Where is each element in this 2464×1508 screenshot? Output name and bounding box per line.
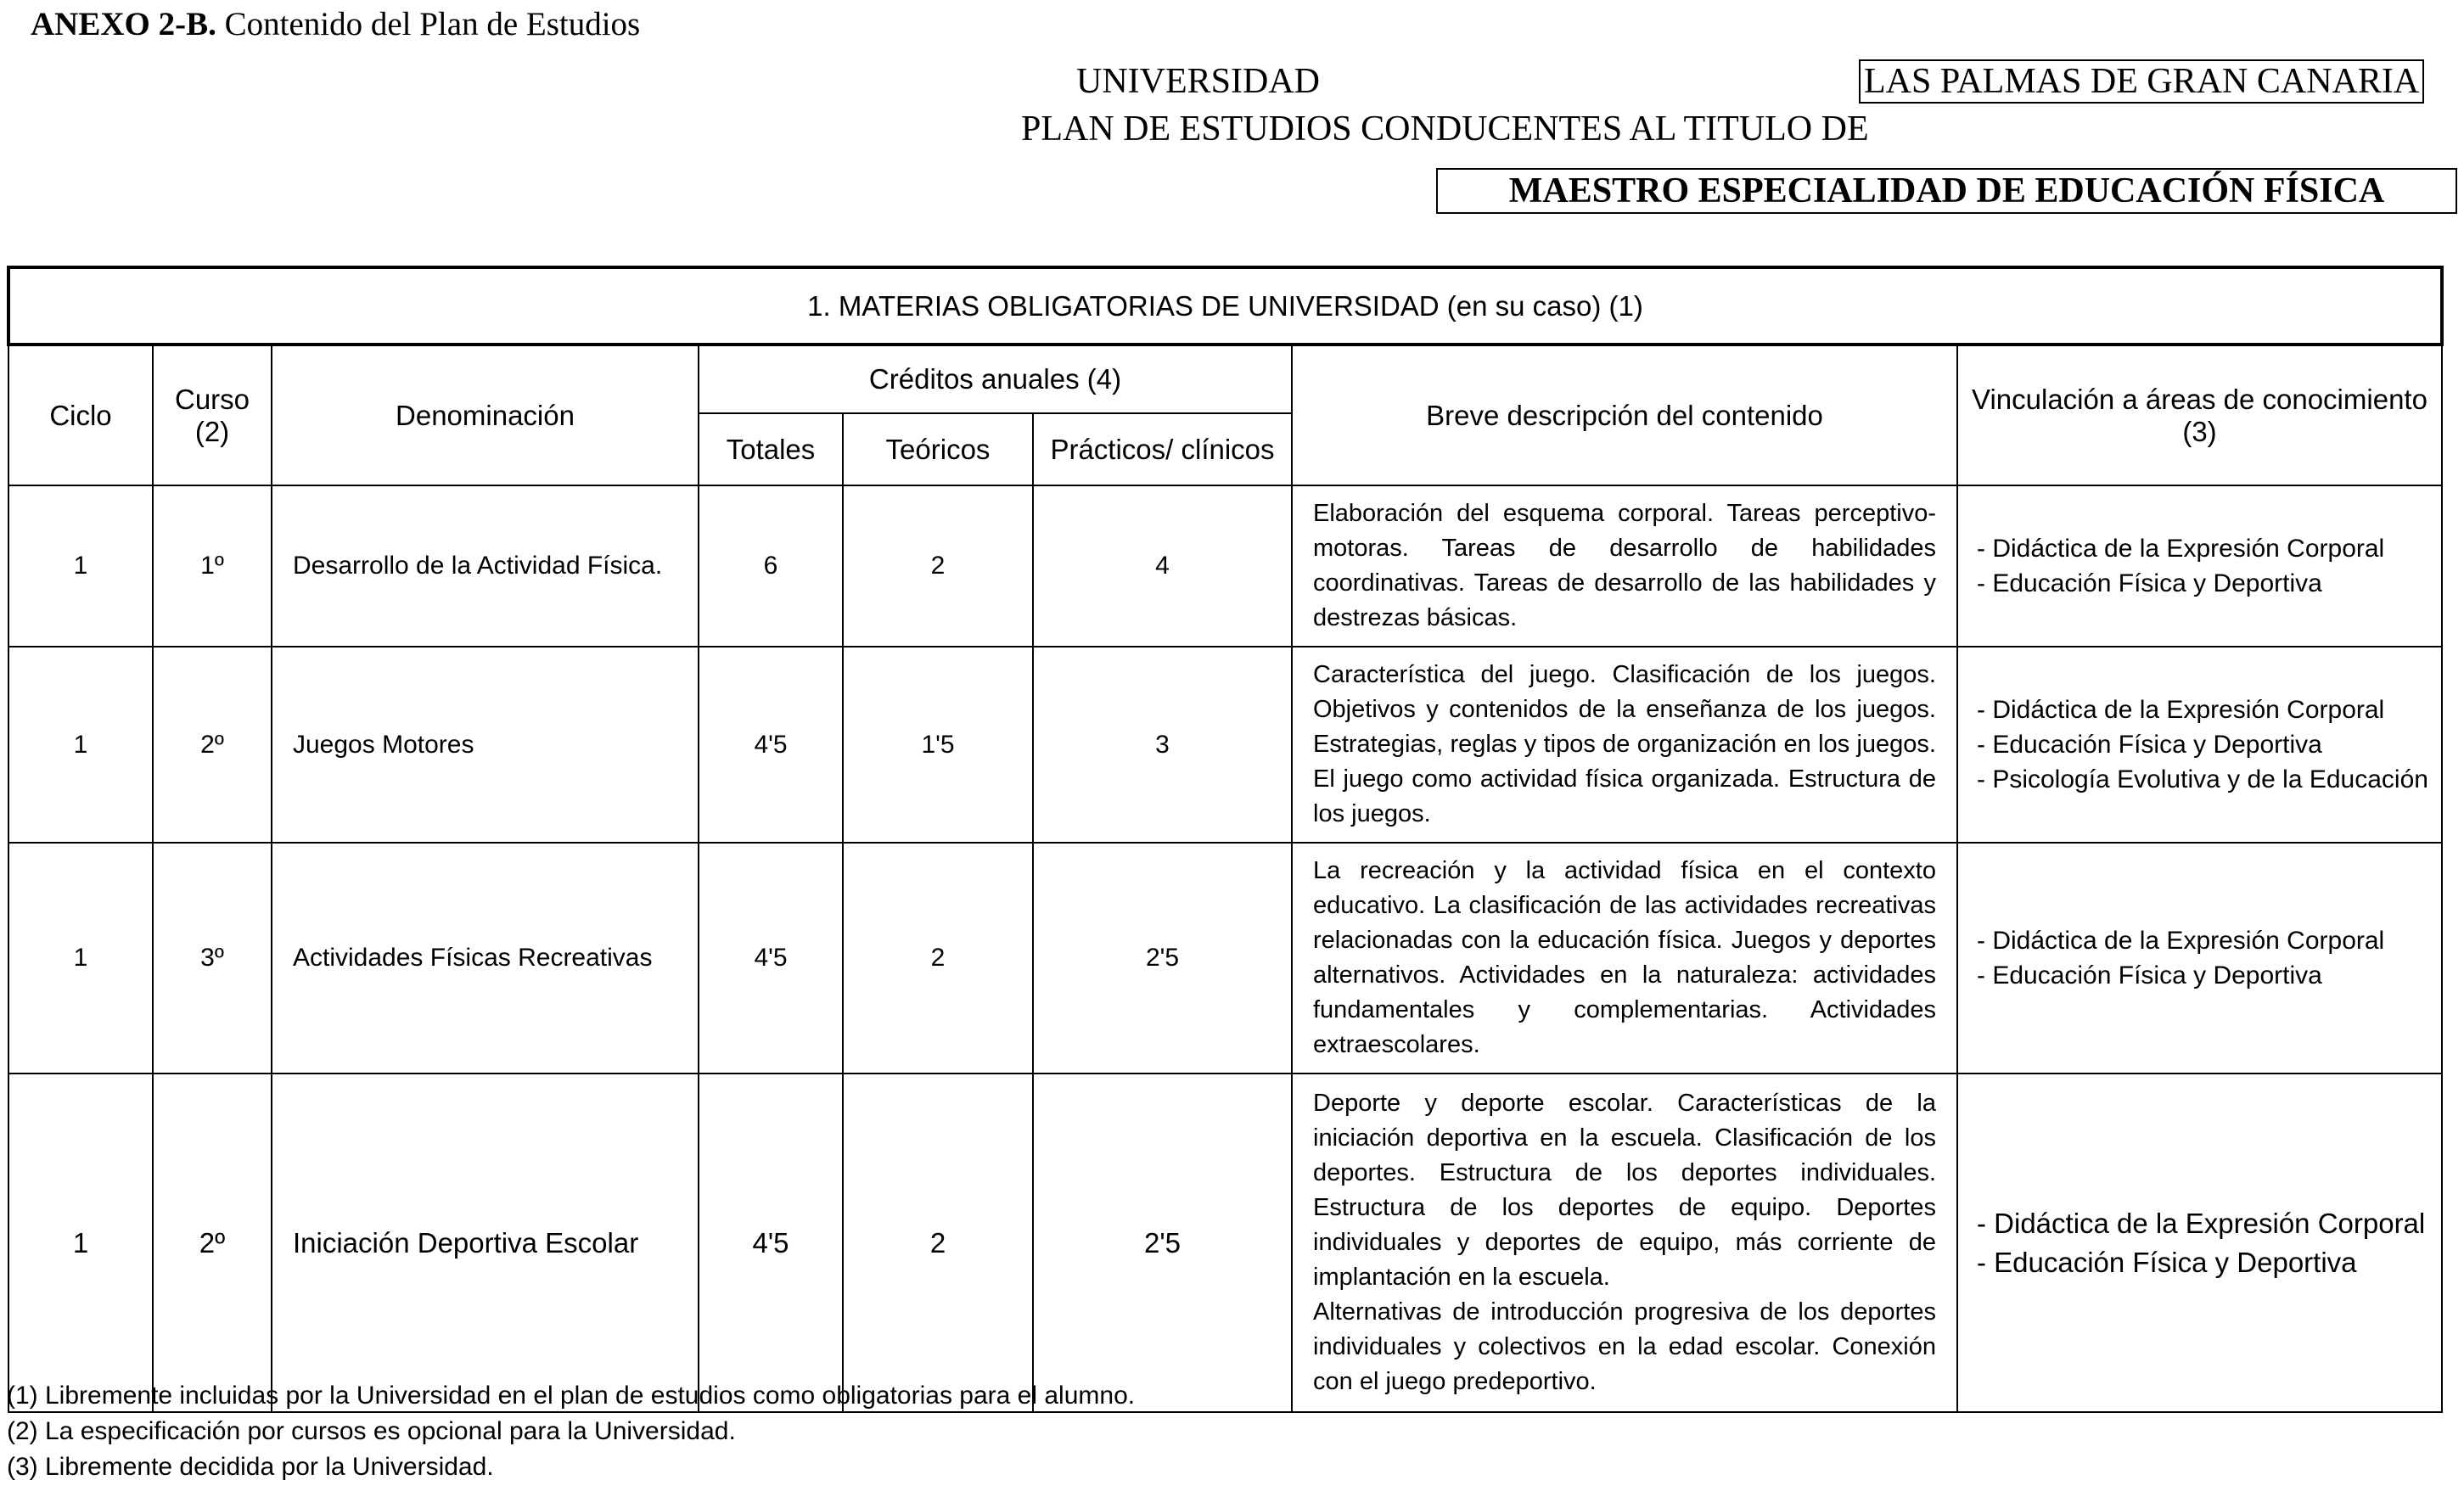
cell-denominacion: Iniciación Deportiva Escolar xyxy=(272,1074,699,1412)
cell-curso: 2º xyxy=(153,647,272,843)
annex-label: ANEXO 2-B. xyxy=(31,6,216,42)
plan-line: PLAN DE ESTUDIOS CONDUCENTES AL TITULO DE xyxy=(1021,109,1869,149)
cell-teoricos: 2 xyxy=(843,485,1033,647)
cell-descripcion: Característica del juego. Clasificación de los juegos. Objetivos y contenidos de la enseñanza de los juegos. Estrategias, reglas y tipos de organización en los juegos. El juego como actividad física organizada. Estructura de los juegos. xyxy=(1292,647,1957,843)
cell-denominacion: Actividades Físicas Recreativas xyxy=(272,843,699,1074)
cell-curso: 1º xyxy=(153,485,272,647)
annex-subtitle: Contenido del Plan de Estudios xyxy=(216,6,641,42)
cell-descripcion: La recreación y la actividad física en el contexto educativo. La clasificación de las actividades recreativas relacionadas con la educación física. Juegos y deportes alternativos. Actividades en la naturaleza: actividades fundamentales y complementarias. Actividades extraescolares. xyxy=(1292,843,1957,1074)
vinculacion-item: - Educación Física y Deportiva xyxy=(1977,961,2322,989)
vinculacion-item: - Didáctica de la Expresión Corporal xyxy=(1977,696,2385,724)
section-title: 1. MATERIAS OBLIGATORIAS DE UNIVERSIDAD (en su caso) (1) xyxy=(8,267,2442,345)
cell-descripcion: Elaboración del esquema corporal. Tareas perceptivo-motoras. Tareas de desarrollo de habilidades coordinativas. Tareas de desarrollo de las habilidades y destrezas básicas. xyxy=(1292,485,1957,647)
header-totales: Totales xyxy=(699,413,843,485)
vinculacion-item: - Didáctica de la Expresión Corporal xyxy=(1977,535,2385,563)
cell-vinculacion xyxy=(1957,843,2442,1074)
footnote: (3) Libremente decidida por la Universidad. xyxy=(7,1453,494,1481)
vinculacion-item: - Didáctica de la Expresión Corporal xyxy=(1977,927,2385,955)
degree-title: MAESTRO ESPECIALIDAD DE EDUCACIÓN FÍSICA xyxy=(1436,168,2457,214)
cell-practicos: 2'5 xyxy=(1033,1074,1292,1412)
header-denominacion: Denominación xyxy=(272,345,699,485)
header-ciclo: Ciclo xyxy=(8,345,153,485)
table-row xyxy=(8,1074,2442,1412)
table-row xyxy=(8,843,2442,1074)
header-vinculacion-line1: Vinculación a áreas de conocimiento xyxy=(1972,383,2428,415)
footnotes xyxy=(7,1378,1135,1485)
vinculacion-item: - Educación Física y Deportiva xyxy=(1977,569,2322,597)
descripcion-paragraph: Alternativas de introducción progresiva de los deportes individuales y colectivos en la edad escolar. Conexión con el juego predeportivo. xyxy=(1313,1298,1936,1395)
cell-teoricos: 1'5 xyxy=(843,647,1033,843)
cell-ciclo: 1 xyxy=(8,1074,153,1412)
cell-denominacion: Desarrollo de la Actividad Física. xyxy=(272,485,699,647)
cell-totales: 4'5 xyxy=(699,647,843,843)
cell-vinculacion xyxy=(1957,1074,2442,1412)
vinculacion-item: - Didáctica de la Expresión Corporal xyxy=(1977,1207,2426,1239)
cell-curso: 3º xyxy=(153,843,272,1074)
header-descripcion: Breve descripción del contenido xyxy=(1292,345,1957,485)
annex-heading xyxy=(31,5,640,43)
subjects-table xyxy=(7,266,2444,1413)
cell-ciclo: 1 xyxy=(8,647,153,843)
table-row xyxy=(8,485,2442,647)
vinculacion-item: - Educación Física y Deportiva xyxy=(1977,1246,2357,1278)
cell-teoricos: 2 xyxy=(843,1074,1033,1412)
cell-descripcion xyxy=(1292,1074,1957,1412)
vinculacion-item: - Educación Física y Deportiva xyxy=(1977,731,2322,759)
header-practicos: Prácticos/ clínicos xyxy=(1033,413,1292,485)
cell-totales: 6 xyxy=(699,485,843,647)
cell-denominacion: Juegos Motores xyxy=(272,647,699,843)
cell-teoricos: 2 xyxy=(843,843,1033,1074)
table-row xyxy=(8,647,2442,843)
descripcion-paragraph: Deporte y deporte escolar. Características de la iniciación deportiva en la escuela. Clasificación de los deportes. Estructura de los deportes individuales. Estructura de los deportes de equipo. Deportes individuales y deportes de equipo, más corriente de implantación en la escuela. xyxy=(1313,1090,1936,1291)
vinculacion-item: - Psicología Evolutiva y de la Educación xyxy=(1977,765,2428,793)
header-vinculacion-line2: (3) xyxy=(2182,415,2217,447)
cell-curso: 2º xyxy=(153,1074,272,1412)
header-vinculacion xyxy=(1957,345,2442,485)
cell-ciclo: 1 xyxy=(8,843,153,1074)
cell-totales: 4'5 xyxy=(699,1074,843,1412)
section-row xyxy=(8,267,2442,345)
cell-vinculacion xyxy=(1957,485,2442,647)
cell-vinculacion xyxy=(1957,647,2442,843)
header-row-1 xyxy=(8,345,2442,413)
university-label: UNIVERSIDAD xyxy=(1076,62,1320,101)
cell-practicos: 4 xyxy=(1033,485,1292,647)
header-creditos: Créditos anuales (4) xyxy=(699,345,1292,413)
header-curso xyxy=(153,345,272,485)
cell-totales: 4'5 xyxy=(699,843,843,1074)
university-name: LAS PALMAS DE GRAN CANARIA xyxy=(1859,59,2424,104)
header-teoricos: Teóricos xyxy=(843,413,1033,485)
header-curso-line1: Curso xyxy=(174,383,250,415)
cell-ciclo: 1 xyxy=(8,485,153,647)
header-curso-line2: (2) xyxy=(194,415,230,447)
cell-practicos: 2'5 xyxy=(1033,843,1292,1074)
cell-practicos: 3 xyxy=(1033,647,1292,843)
footnote: (1) Libremente incluidas por la Universidad en el plan de estudios como obligatorias para el alumno. xyxy=(7,1382,1136,1410)
footnote: (2) La especificación por cursos es opcional para la Universidad. xyxy=(7,1417,736,1445)
